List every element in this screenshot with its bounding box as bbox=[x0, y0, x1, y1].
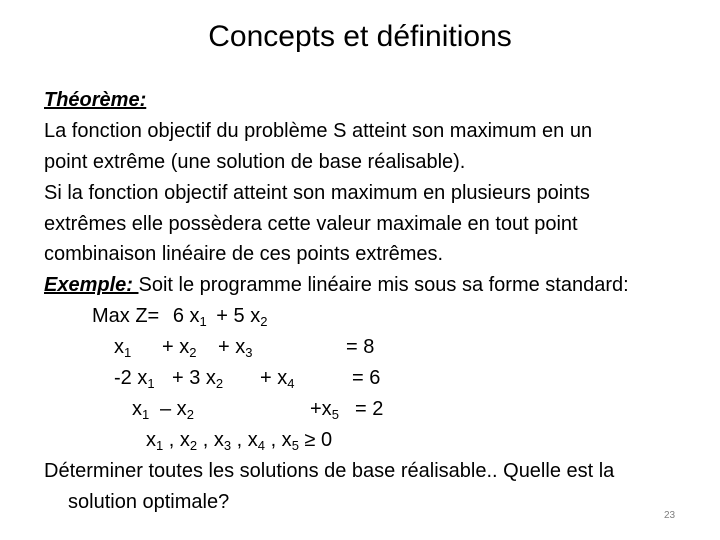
theorem-line: Si la fonction objectif atteint son maximum en plusieurs points bbox=[44, 182, 590, 204]
constraint-2-x2: + 3 $x_2$ bbox=[172, 367, 224, 391]
max-label: Max Z= bbox=[92, 305, 160, 327]
page-number: 23 bbox=[664, 510, 676, 521]
example-line bbox=[44, 273, 629, 297]
question-line: solution optimale? bbox=[68, 491, 230, 513]
constraint-2-x1: -2 $x_1$ bbox=[114, 367, 155, 391]
theorem-line: extrêmes elle possèdera cette valeur maximale en tout point bbox=[44, 213, 578, 235]
theorem-label: Théorème: bbox=[44, 89, 147, 111]
question-line: Déterminer toutes les solutions de base réalisable.. Quelle est la bbox=[44, 460, 615, 482]
constraint-3-rhs: = 2 bbox=[355, 398, 384, 420]
constraint-3-x5: $+x_5$ bbox=[310, 398, 339, 422]
constraint-2-x4: + $x_4$ bbox=[260, 367, 295, 391]
obj-term-2: + 5 x bbox=[210, 305, 261, 327]
theorem-line: La fonction objectif du problème S atteint son maximum en un bbox=[44, 120, 593, 142]
theorem-line: point extrême (une solution de base réalisable). bbox=[44, 151, 466, 173]
constraint-1-rhs: = 8 bbox=[346, 336, 375, 358]
constraint-1-x2: + $x_2$ bbox=[162, 336, 197, 360]
example-text: Soit le programme linéaire mis sous sa forme standard: bbox=[138, 274, 629, 296]
constraint-1-x3: + $x_3$ bbox=[218, 336, 253, 360]
constraint-1-x1: $x_1$ bbox=[114, 336, 132, 360]
constraint-3-x2: – $x_2$ bbox=[160, 398, 194, 422]
non-negativity: $x_1$ , $x_2$ , $x_3$ , $x_4$ , $x_5 \ge 0$ bbox=[146, 429, 333, 453]
constraint-2-rhs: = 6 bbox=[352, 367, 381, 389]
example-label: Exemple: bbox=[44, 274, 139, 296]
constraint-3-x1: $x_1$ bbox=[132, 398, 150, 422]
theorem-line: combinaison linéaire de ces points extrêmes. bbox=[44, 243, 444, 265]
obj-term-1: 6 x bbox=[172, 305, 200, 327]
objective-function: Max Z= 6 $x_1 + 5$ $x_2$ bbox=[92, 305, 268, 329]
slide-title: Concepts et définitions bbox=[208, 20, 512, 53]
